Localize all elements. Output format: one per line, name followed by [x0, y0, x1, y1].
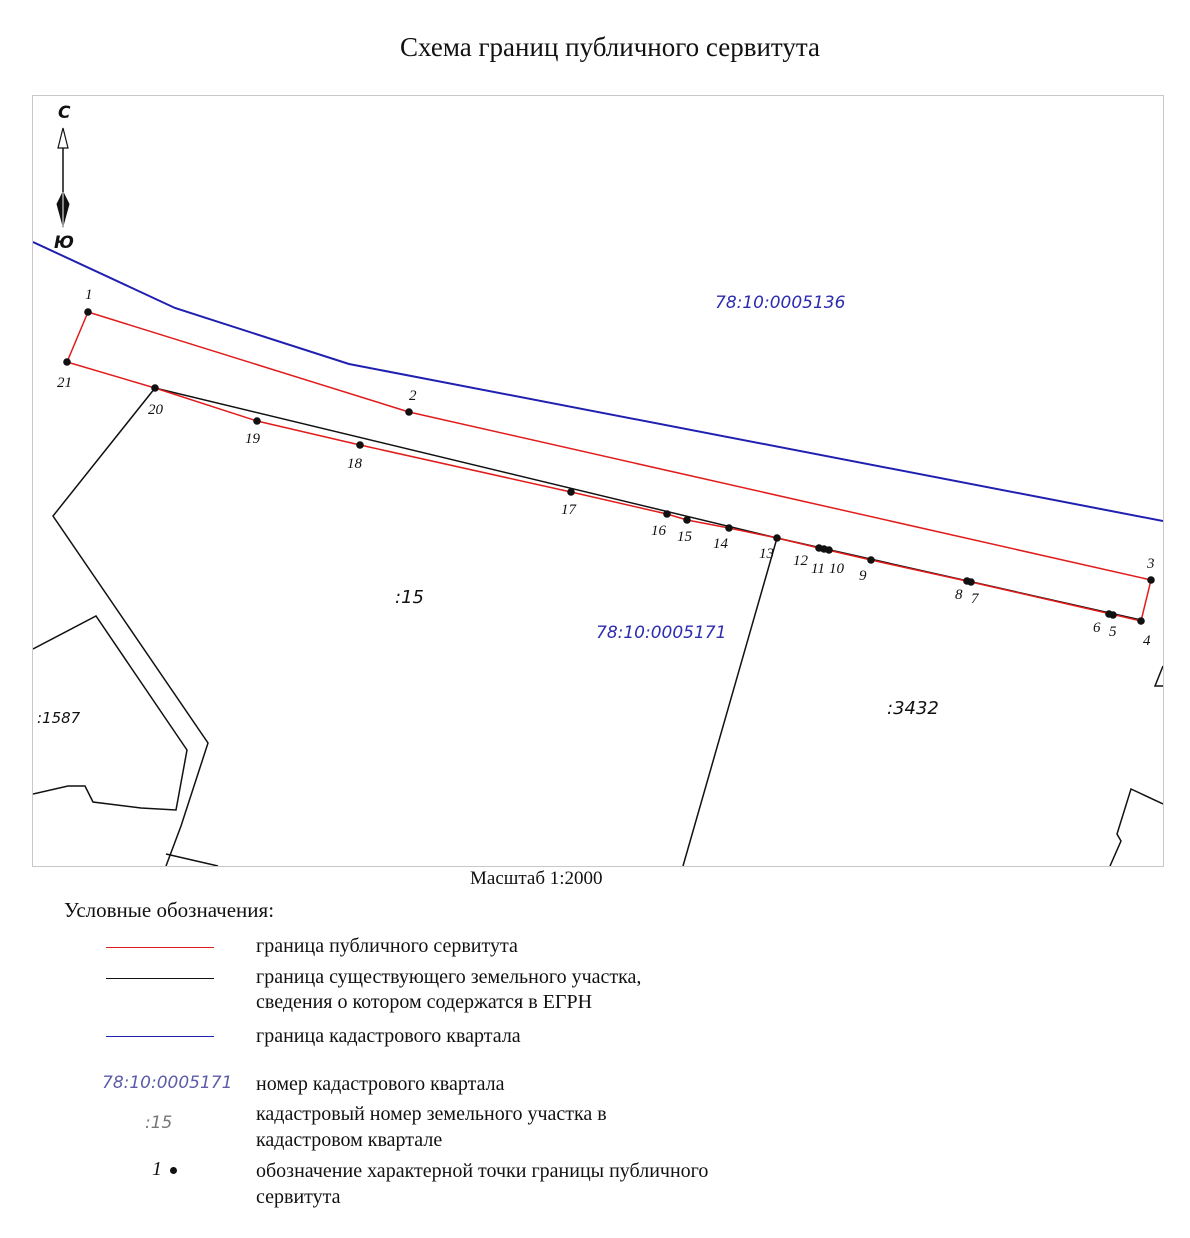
legend-parcel-line-text-2: сведения о котором содержатся в ЕГРН [256, 991, 593, 1013]
compass-south-label: Ю [54, 233, 74, 253]
legend-parcel-number-text-2: кадастровом квартале [256, 1129, 443, 1151]
servitude-point-18 [356, 441, 364, 449]
servitude-point-label-12: 12 [793, 553, 808, 569]
legend-servitude-line-text: граница публичного сервитута [256, 935, 518, 957]
servitude-point-label-19: 19 [245, 431, 260, 447]
legend-title: Условные обозначения: [64, 898, 275, 922]
page-title: Схема границ публичного сервитута [400, 32, 820, 62]
servitude-point-label-4: 4 [1143, 633, 1151, 649]
map-frame [32, 95, 1164, 867]
servitude-point-label-21: 21 [57, 375, 72, 391]
servitude-point-14 [725, 524, 733, 532]
servitude-point-label-2: 2 [409, 388, 417, 404]
servitude-point-19 [253, 417, 261, 425]
servitude-boundary [67, 312, 1151, 621]
servitude-point-label-13: 13 [759, 546, 774, 562]
parcel-label-1587: :1587 [37, 709, 81, 727]
servitude-point-13 [773, 534, 781, 542]
legend-point-sample [152, 1158, 177, 1181]
parcel-boundary-main [155, 388, 1141, 620]
legend-point-text-2: сервитута [256, 1186, 341, 1208]
servitude-point-label-16: 16 [651, 523, 666, 539]
parcel-label-3432: :3432 [887, 698, 939, 719]
legend-parcel-line-text-1: граница существующего земельного участка, [256, 966, 642, 988]
parcel-boundary-east-2 [1110, 789, 1163, 866]
servitude-point-label-10: 10 [829, 561, 844, 577]
servitude-point-label-14: 14 [713, 536, 728, 552]
servitude-point-20 [151, 384, 159, 392]
servitude-point-label-1: 1 [85, 287, 93, 303]
servitude-points [57, 287, 1155, 649]
servitude-point-12 [815, 544, 823, 552]
servitude-point-17 [567, 488, 575, 496]
map-canvas [33, 96, 1163, 866]
servitude-point-label-11: 11 [811, 561, 825, 577]
quarter-boundary [33, 242, 1163, 521]
legend-quarter-line-sample [106, 1036, 214, 1037]
servitude-point-label-3: 3 [1147, 556, 1155, 572]
servitude-point-8 [963, 577, 971, 585]
legend-parcel-number-text-1: кадастровый номер земельного участка в [256, 1103, 607, 1125]
legend-quarter-number-text: номер кадастрового квартала [256, 1073, 505, 1095]
servitude-point-label-8: 8 [955, 587, 963, 603]
servitude-point-label-18: 18 [347, 456, 362, 472]
legend-point-text-1: обозначение характерной точки границы публичного [256, 1160, 709, 1182]
legend-point-dot-icon [170, 1167, 177, 1174]
quarter-label-north: 78:10:0005136 [715, 293, 846, 313]
legend-parcel-number-sample: :15 [145, 1113, 173, 1133]
north-arrow-icon [57, 128, 69, 226]
servitude-point-label-9: 9 [859, 568, 867, 584]
servitude-point-label-17: 17 [561, 502, 576, 518]
servitude-point-1 [84, 308, 92, 316]
servitude-point-9 [867, 556, 875, 564]
servitude-point-16 [663, 510, 671, 518]
map-scale: Масштаб 1:2000 [470, 868, 603, 889]
servitude-point-21 [63, 358, 71, 366]
parcel-boundary-3432-west [683, 538, 777, 866]
legend-servitude-line-sample [106, 947, 214, 948]
servitude-point-3 [1147, 576, 1155, 584]
parcel-boundary-1587-south [166, 854, 218, 866]
servitude-point-label-6: 6 [1093, 620, 1101, 636]
compass-north-label: С [58, 103, 71, 123]
legend-point-sample-number: 1 [152, 1158, 162, 1180]
servitude-point-label-7: 7 [971, 591, 979, 607]
parcel-label-15: :15 [395, 587, 424, 608]
parcel-boundary-east [1155, 666, 1163, 686]
servitude-point-15 [683, 516, 691, 524]
legend-quarter-line-text: граница кадастрового квартала [256, 1025, 521, 1047]
legend-quarter-number-sample: 78:10:0005171 [102, 1073, 233, 1093]
servitude-point-4 [1137, 617, 1145, 625]
servitude-point-label-15: 15 [677, 529, 692, 545]
servitude-point-6 [1105, 610, 1113, 618]
quarter-label-main: 78:10:0005171 [596, 623, 727, 643]
servitude-point-label-5: 5 [1109, 624, 1117, 640]
legend-parcel-line-sample [106, 978, 214, 979]
servitude-point-label-20: 20 [148, 402, 163, 418]
servitude-point-2 [405, 408, 413, 416]
